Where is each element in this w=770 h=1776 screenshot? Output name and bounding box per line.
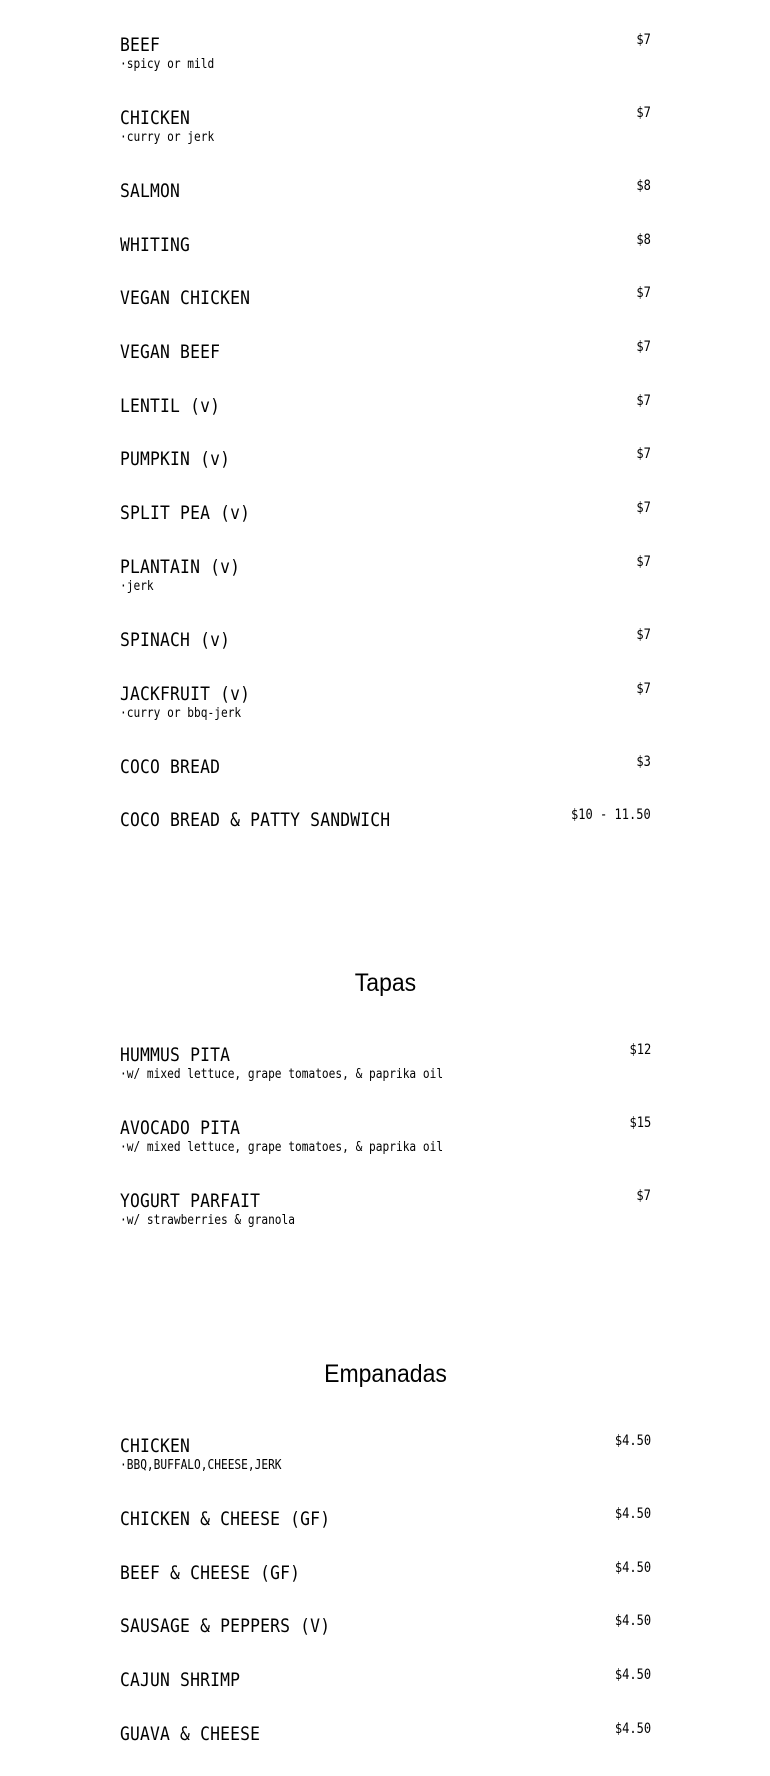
menu-item bbox=[120, 1666, 651, 1723]
menu-item bbox=[120, 502, 651, 556]
menu-item bbox=[120, 1505, 651, 1562]
menu-item bbox=[120, 34, 651, 107]
menu-item bbox=[120, 753, 651, 810]
item-price: $3 bbox=[636, 753, 651, 770]
menu-item bbox=[120, 341, 651, 395]
item-price: $7 bbox=[636, 32, 651, 48]
item-price: $8 bbox=[636, 178, 651, 194]
item-price: $7 bbox=[636, 285, 651, 302]
item-name: CHICKEN & CHEESE (GF) bbox=[120, 1507, 331, 1530]
item-description: ·w/ mixed lettuce, grape tomatoes, & paprika oil bbox=[120, 1066, 444, 1082]
item-price: $7 bbox=[636, 1187, 651, 1204]
item-price: $7 bbox=[636, 553, 651, 570]
item-price: $4.50 bbox=[614, 1613, 651, 1630]
menu-item bbox=[120, 626, 651, 683]
section-title: Empanadas bbox=[324, 1359, 447, 1388]
item-name: AVOCADO PITA bbox=[120, 1116, 241, 1139]
item-name: SPLIT PEA (v) bbox=[120, 502, 251, 525]
item-name: SPINACH (v) bbox=[120, 628, 231, 651]
item-price: $15 bbox=[629, 1114, 651, 1131]
item-price: $7 bbox=[636, 680, 651, 697]
item-description: ·curry or jerk bbox=[120, 130, 215, 145]
item-name: SAUSAGE & PEPPERS (V) bbox=[120, 1615, 331, 1638]
item-name: HUMMUS PITA bbox=[120, 1043, 231, 1066]
item-description: ·jerk bbox=[120, 578, 154, 594]
item-price: $4.50 bbox=[614, 1559, 651, 1576]
tapas-section bbox=[120, 863, 651, 1263]
item-price: $4.50 bbox=[614, 1505, 651, 1522]
menu-item bbox=[120, 287, 651, 341]
item-price: $4.50 bbox=[614, 1432, 651, 1449]
item-description: ·w/ mixed lettuce, grape tomatoes, & paprika oil bbox=[120, 1139, 444, 1155]
item-description: ·w/ strawberries & granola bbox=[120, 1212, 296, 1228]
item-price: $4.50 bbox=[614, 1720, 651, 1737]
item-name: BEEF & CHEESE (GF) bbox=[120, 1561, 301, 1584]
item-price: $7 bbox=[636, 446, 651, 463]
empanadas-section bbox=[120, 1263, 651, 1776]
patties-section bbox=[120, 0, 651, 863]
menu-item bbox=[120, 1615, 651, 1669]
item-price: $7 bbox=[636, 500, 651, 517]
menu-item bbox=[120, 809, 651, 863]
item-price: $7 bbox=[636, 392, 651, 409]
menu-item bbox=[120, 231, 651, 288]
item-name: COCO BREAD & PATTY SANDWICH bbox=[120, 809, 391, 832]
menu-item bbox=[120, 392, 651, 449]
item-price: $12 bbox=[629, 1041, 651, 1058]
item-description: ·curry or bbq-jerk bbox=[120, 705, 242, 721]
item-price: $8 bbox=[636, 231, 651, 248]
item-name: COCO BREAD bbox=[120, 755, 221, 778]
item-name: CHICKEN bbox=[120, 1434, 191, 1457]
item-price: $10 - 11.50 bbox=[571, 807, 651, 824]
menu-item bbox=[120, 1187, 651, 1263]
item-name: YOGURT PARFAIT bbox=[120, 1189, 261, 1212]
menu-item bbox=[120, 1559, 651, 1616]
item-description: ·spicy or mild bbox=[120, 57, 215, 72]
section-title: Tapas bbox=[354, 968, 417, 997]
item-price: $7 bbox=[636, 105, 651, 121]
item-name: VEGAN BEEF bbox=[120, 341, 221, 364]
item-name: VEGAN CHICKEN bbox=[120, 287, 251, 310]
menu-item bbox=[120, 107, 651, 180]
menu-item bbox=[120, 680, 651, 756]
item-name: WHITING bbox=[120, 233, 191, 256]
item-price: $7 bbox=[636, 626, 651, 643]
item-name: CHICKEN bbox=[120, 107, 191, 129]
item-description: ·BBQ,BUFFALO,CHEESE,JERK bbox=[120, 1457, 282, 1473]
item-name: GUAVA & CHEESE bbox=[120, 1722, 261, 1745]
menu-item bbox=[120, 448, 651, 502]
menu-item bbox=[120, 553, 651, 629]
menu-item bbox=[120, 1114, 651, 1190]
item-name: CAJUN SHRIMP bbox=[120, 1668, 241, 1691]
item-name: PLANTAIN (v) bbox=[120, 555, 241, 578]
item-name: BEEF bbox=[120, 34, 161, 56]
menu-item bbox=[120, 1041, 651, 1117]
menu-item bbox=[120, 180, 651, 234]
item-price: $4.50 bbox=[614, 1666, 651, 1683]
item-name: PUMPKIN (v) bbox=[120, 448, 231, 471]
item-name: SALMON bbox=[120, 180, 181, 202]
item-name: JACKFRUIT (v) bbox=[120, 682, 251, 705]
item-price: $7 bbox=[636, 339, 651, 356]
item-name: LENTIL (v) bbox=[120, 394, 221, 417]
menu bbox=[120, 0, 651, 1776]
menu-item bbox=[120, 1432, 651, 1508]
